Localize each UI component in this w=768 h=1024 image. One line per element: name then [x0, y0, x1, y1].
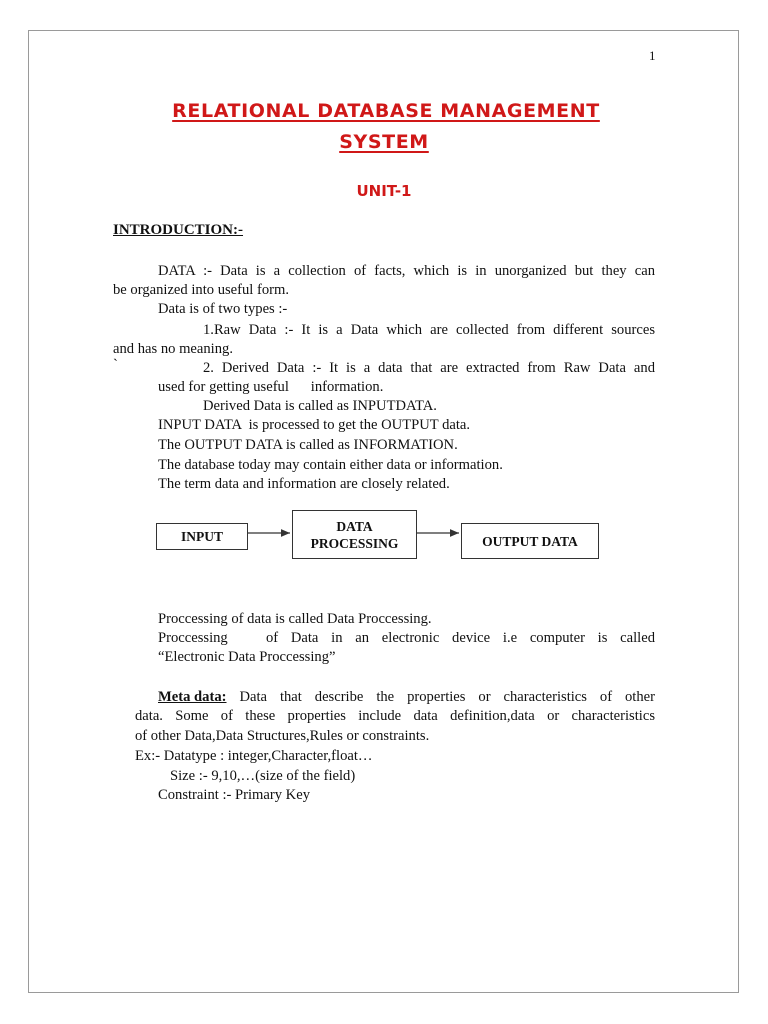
meta-data-line-2: data. Some of these properties include data definition,data or characteristics [135, 708, 655, 724]
processing-box-label-line-1: DATA [336, 518, 373, 534]
processing-box-label-line-2: PROCESSING [310, 535, 399, 551]
database-today-line: The database today may contain either data or information. [158, 457, 503, 473]
derived-data-line-1: 2. Derived Data :- It is a data that are extracted from Raw Data and [203, 360, 655, 376]
data-definition-line-1: DATA :- Data is a collection of facts, which is in unorganized but they can [158, 263, 655, 279]
output-data-box [461, 523, 599, 559]
page-number: 1 [649, 48, 656, 63]
processing-line-1: Proccessing of data is called Data Proccessing. [158, 611, 432, 627]
data-types-line: Data is of two types :- [158, 301, 288, 317]
meta-data-label: Meta data: [158, 689, 227, 705]
meta-data-line-1 [158, 688, 655, 707]
data-definition-line-2: be organized into useful form. [113, 282, 290, 298]
input-box [156, 523, 248, 550]
input-processed-line: INPUT DATA is processed to get the OUTPUT data. [158, 417, 471, 433]
data-processing-box [292, 510, 417, 559]
introduction-heading: INTRODUCTION:- [113, 222, 244, 238]
document-title-line-2: SYSTEM [339, 131, 429, 153]
processing-line-2: Proccessing of Data in an electronic device i.e computer is called [158, 630, 655, 646]
unit-heading: UNIT-1 [356, 182, 412, 200]
term-related-line: The term data and information are closely related. [158, 476, 450, 492]
raw-data-line-2: and has no meaning. [113, 341, 233, 357]
document-title-line-1: RELATIONAL DATABASE MANAGEMENT [172, 100, 600, 122]
raw-data-line-1: 1.Raw Data :- It is a Data which are collected from different sources [203, 322, 655, 338]
output-box-label: OUTPUT DATA [482, 533, 578, 549]
derived-data-line-2: used for getting useful information. [158, 379, 384, 395]
meta-data-line-1-text: Data that describe the properties or characteristics of other [226, 689, 655, 705]
input-box-label: INPUT [180, 529, 223, 544]
example-constraint-line: Constraint :- Primary Key [158, 787, 310, 803]
processing-line-3: “Electronic Data Proccessing” [158, 649, 336, 665]
derived-called-line: Derived Data is called as INPUTDATA. [203, 398, 437, 414]
example-datatype-line: Ex:- Datatype : integer,Character,float… [135, 748, 373, 764]
meta-data-line-3: of other Data,Data Structures,Rules or constraints. [135, 728, 430, 744]
output-called-line: The OUTPUT DATA is called as INFORMATION. [158, 437, 458, 453]
example-size-line: Size :- 9,10,…(size of the field) [170, 768, 356, 784]
stray-mark: ` [113, 357, 118, 373]
